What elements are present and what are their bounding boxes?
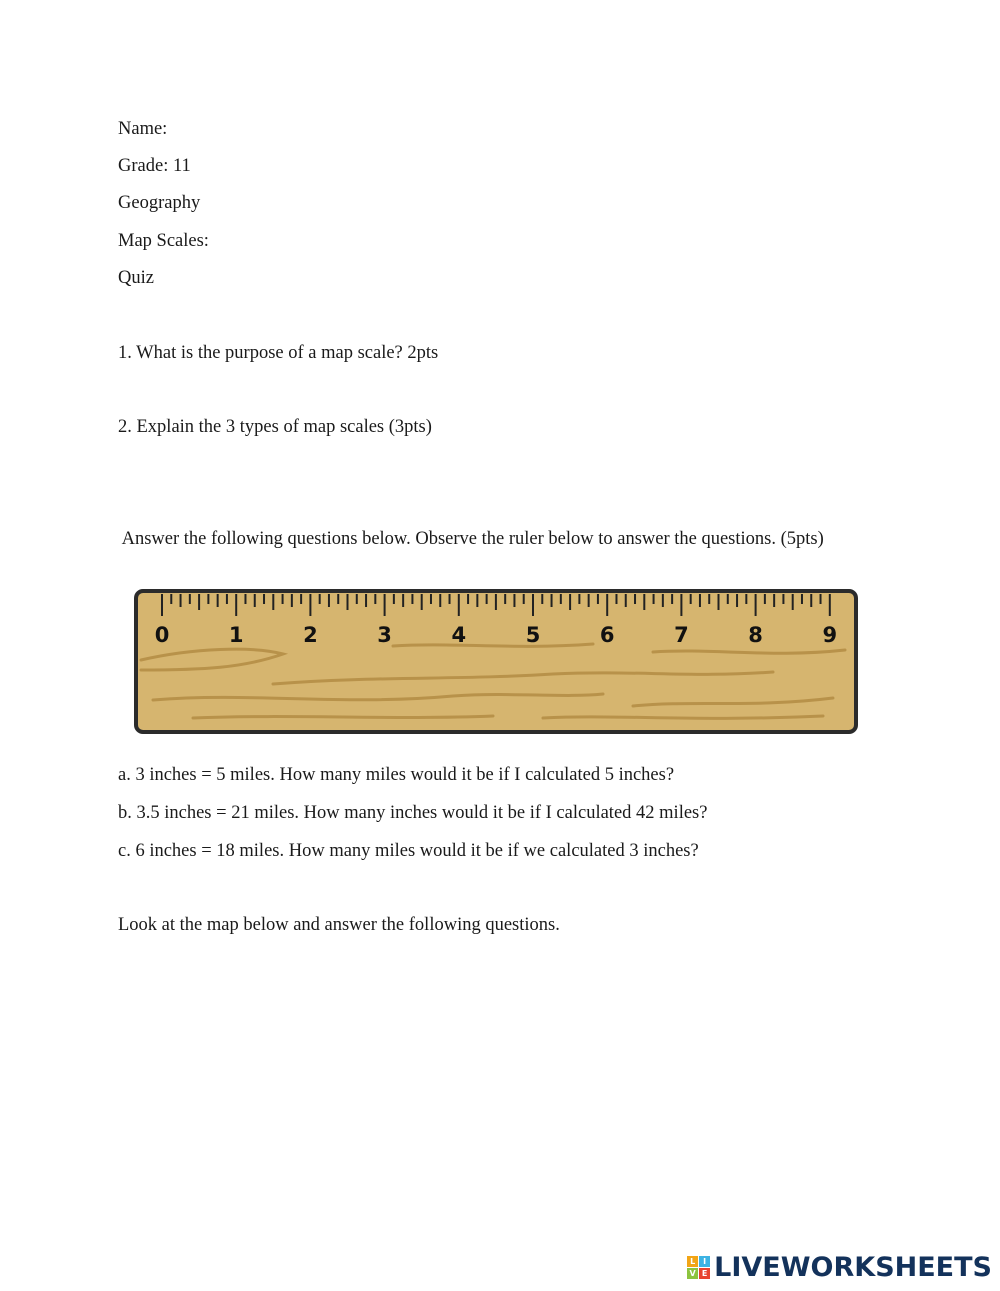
ruler-label-3: 3 (377, 623, 392, 647)
quiz-type-label: Quiz (118, 268, 154, 288)
name-field-label: Name: (118, 119, 168, 139)
ruler-instructions: Answer the following questions below. Observe the ruler below to answer the questions. (5pts) (118, 529, 824, 549)
logo-block: L (687, 1256, 698, 1267)
ruler-label-5: 5 (525, 623, 541, 647)
map-prompt: Look at the map below and answer the following questions. (118, 915, 560, 935)
liveworksheets-logo (687, 1251, 992, 1283)
subquestion-a: a. 3 inches = 5 miles. How many miles would it be if I calculated 5 inches? (118, 765, 675, 785)
ruler-label-7: 7 (674, 623, 689, 647)
ruler-label-8: 8 (748, 623, 763, 647)
ruler-label-6: 6 (599, 623, 615, 647)
grade-label: Grade: 11 (118, 156, 191, 176)
logo-text: LIVEWORKSHEETS (714, 1251, 992, 1283)
topic-label: Map Scales: (118, 231, 209, 251)
ruler-label-0: 0 (154, 623, 170, 647)
ruler-label-2: 2 (303, 623, 318, 647)
question-1: 1. What is the purpose of a map scale? 2pts (118, 343, 439, 363)
ruler-label-4: 4 (451, 623, 467, 647)
logo-block: V (687, 1268, 698, 1279)
subject-label: Geography (118, 193, 201, 213)
logo-block: E (699, 1268, 710, 1279)
ruler-label-1: 1 (228, 623, 244, 647)
subquestion-b: b. 3.5 inches = 21 miles. How many inches would it be if I calculated 42 miles? (118, 803, 708, 823)
ruler-label-9: 9 (822, 623, 838, 647)
wooden-ruler-image (133, 588, 859, 738)
logo-block: I (699, 1256, 710, 1267)
ruler-body (136, 591, 856, 732)
question-2: 2. Explain the 3 types of map scales (3pts) (118, 417, 432, 437)
logo-icon (687, 1256, 710, 1279)
subquestion-c: c. 6 inches = 18 miles. How many miles would it be if we calculated 3 inches? (118, 841, 699, 861)
